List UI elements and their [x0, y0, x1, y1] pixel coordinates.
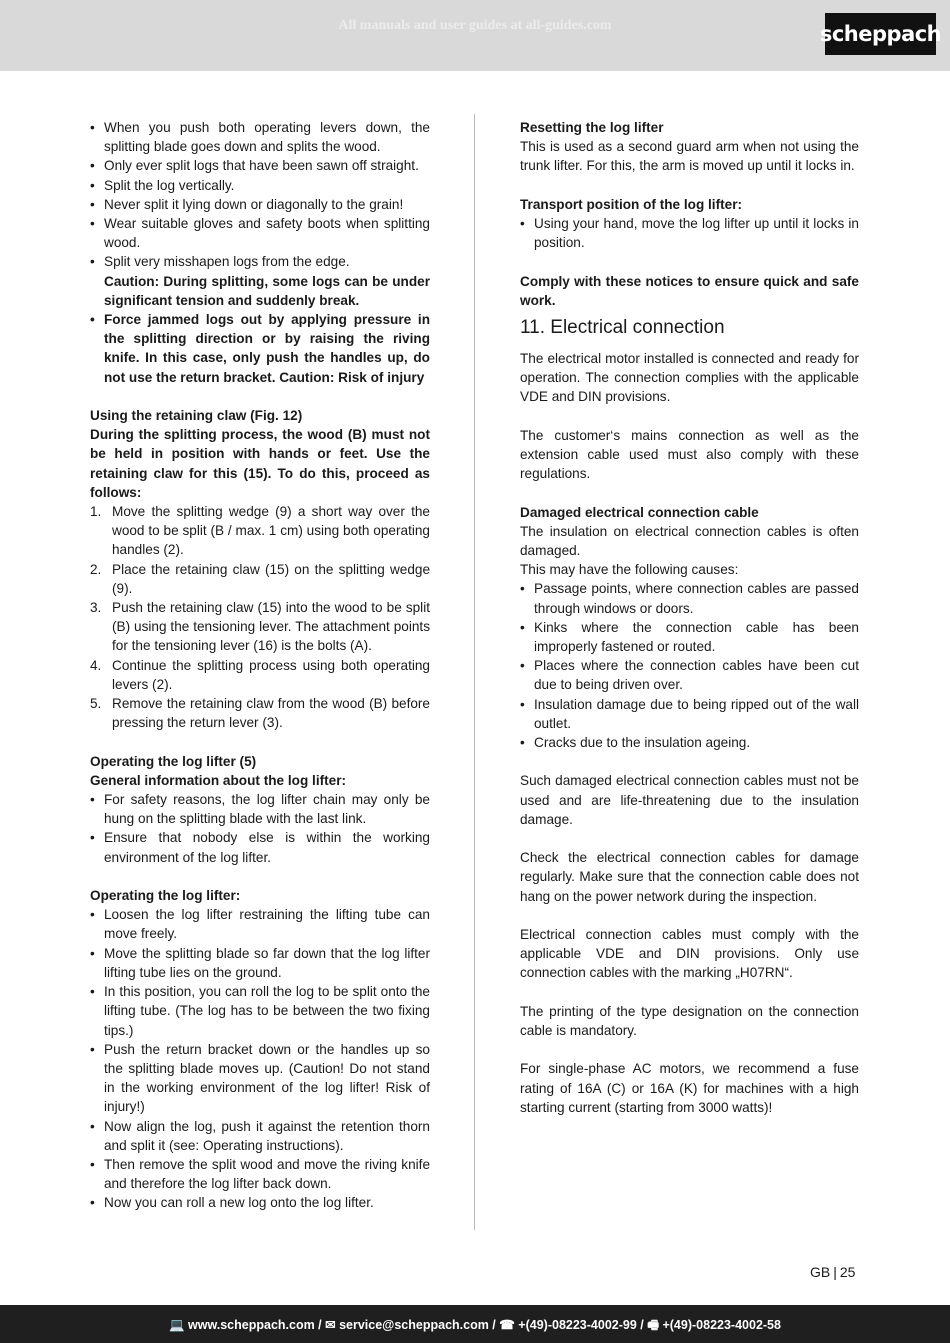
- step-item: 4. Continue the splitting process using both operating levers (2).: [90, 657, 430, 692]
- list-item: • Kinks where the connection cable has been improperly fastened or routed.: [520, 618, 859, 656]
- paragraph: This may have the following causes:: [520, 562, 739, 578]
- right-column: [520, 118, 859, 1117]
- section-heading: Using the retaining claw (Fig. 12): [90, 408, 303, 424]
- list-item: • In this position, you can roll the log to be split onto the lifting tube. (The log has to be between the two fixing tips.): [90, 982, 430, 1040]
- paragraph: Such damaged electrical connection cables must not be used and are life-threatening due to the insulation damage.: [520, 773, 859, 827]
- header-bar: [0, 0, 950, 71]
- paragraph: This is used as a second guard arm when not using the trunk lifter. For this, the arm is moved up until it locks in.: [520, 139, 859, 174]
- list-item: • Split the log vertically.: [90, 176, 430, 195]
- section-intro: During the splitting process, the wood (B) must not be held in position with hands or feet. Use the retaining claw for this (15). To do this, proceed as follows:: [90, 427, 430, 500]
- paragraph: The insulation on electrical connection cables is often damaged.: [520, 523, 859, 558]
- paragraph: Electrical connection cables must comply with the applicable VDE and DIN provisions. Only use connection cables with the marking „H07RN“.: [520, 927, 859, 981]
- paragraph: Check the electrical connection cables for damage regularly. Make sure that the connection cable does not hang on the power network during the inspection.: [520, 850, 859, 904]
- list-item-text: Split very misshapen logs from the edge.: [104, 254, 350, 270]
- page-number: [810, 1264, 855, 1280]
- step-item: 5. Remove the retaining claw from the wood (B) before pressing the return lever (3).: [90, 696, 430, 731]
- page-separator: |: [833, 1264, 837, 1280]
- step-item: 2. Place the retaining claw (15) on the splitting wedge (9).: [90, 561, 430, 596]
- list-item: • Cracks due to the insulation ageing.: [520, 733, 859, 752]
- notice-text: Comply with these notices to ensure quick and safe work.: [520, 273, 859, 308]
- list-item: • Never split it lying down or diagonally to the grain!: [90, 195, 430, 214]
- list-item: • Move the splitting blade so far down that the log lifter lifting tube lies on the ground.: [90, 944, 430, 982]
- list-item: [90, 252, 430, 310]
- step-item: 1. Move the splitting wedge (9) a short way over the wood to be split (B / max. 1 cm) using both operating handles (2).: [90, 504, 430, 558]
- paragraph: The printing of the type designation on the connection cable is mandatory.: [520, 1003, 859, 1039]
- paragraph: The electrical motor installed is connected and ready for operation. The connection complies with the applicable VDE and DIN provisions.: [520, 351, 859, 405]
- column-divider: [474, 114, 475, 1230]
- list-item: • Wear suitable gloves and safety boots when splitting wood.: [90, 214, 430, 252]
- step-item: 3. Push the retaining claw (15) into the wood to be split (B) using the tensioning lever. The attachment points for the tensioning lever (16) is the bolts (A).: [90, 600, 430, 654]
- footer-contact: 💻 www.scheppach.com / ✉ service@scheppach.com / ☎ +(49)-08223-4002-99 / 🖷 +(49)-08223-4002-58: [169, 1318, 781, 1332]
- list-item: • Ensure that nobody else is within the working environment of the log lifter.: [90, 828, 430, 866]
- caution-text: Caution: During splitting, some logs can be under significant tension and suddenly break.: [104, 273, 430, 308]
- list-item: • Places where the connection cables have been cut due to being driven over.: [520, 656, 859, 694]
- section-heading: Damaged electrical connection cable: [520, 504, 759, 520]
- section-heading: Resetting the log lifter: [520, 120, 664, 135]
- list-item: • When you push both operating levers down, the splitting blade goes down and splits the wood.: [90, 118, 430, 156]
- list-item: • Then remove the split wood and move the riving knife and therefore the log lifter back down.: [90, 1155, 430, 1193]
- paragraph: For single-phase AC motors, we recommend a fuse rating of 16A (C) or 16A (K) for machines with a high starting current (starting from 3000 watts)!: [520, 1061, 859, 1115]
- list-item: • For safety reasons, the log lifter chain may only be hung on the splitting blade with the last link.: [90, 790, 430, 828]
- left-column: [90, 118, 430, 1213]
- footer-bar: [0, 1305, 950, 1343]
- subheading: Operating the log lifter:: [90, 888, 241, 904]
- section-title: 11. Electrical connection: [520, 317, 725, 338]
- list-item: • Passage points, where connection cables are passed through windows or doors.: [520, 579, 859, 617]
- list-item: • Loosen the log lifter restraining the lifting tube can move freely.: [90, 905, 430, 943]
- list-item: • Now align the log, push it against the retention thorn and split it (see: Operating instructions).: [90, 1117, 430, 1155]
- watermark: All manuals and user guides at all-guides.com: [338, 18, 612, 33]
- paragraph: The customer‘s mains connection as well as the extension cable used must also comply with these regulations.: [520, 427, 859, 482]
- list-item: • Only ever split logs that have been sawn off straight.: [90, 156, 430, 175]
- list-item: • Push the return bracket down or the handles up so the splitting blade moves up. (Caution! Do not stand in the working environment of the log lifter! Risk of injury!): [90, 1040, 430, 1117]
- list-item: • Insulation damage due to being ripped out of the wall outlet.: [520, 695, 859, 733]
- brand-logo: scheppach: [825, 13, 936, 55]
- list-item: • Now you can roll a new log onto the log lifter.: [90, 1193, 430, 1212]
- section-heading: Transport position of the log lifter:: [520, 196, 743, 212]
- list-item: • Force jammed logs out by applying pressure in the splitting direction or by raising the riving knife. In this case, only push the handles up, do not use the return bracket. Caution: Risk of injury: [90, 310, 430, 387]
- subheading: General information about the log lifter:: [90, 772, 347, 788]
- list-item: • Using your hand, move the log lifter up until it locks in position.: [520, 214, 859, 252]
- page-number-value: 25: [839, 1264, 856, 1280]
- section-heading: Operating the log lifter (5): [90, 753, 257, 769]
- language-code: GB: [810, 1264, 831, 1280]
